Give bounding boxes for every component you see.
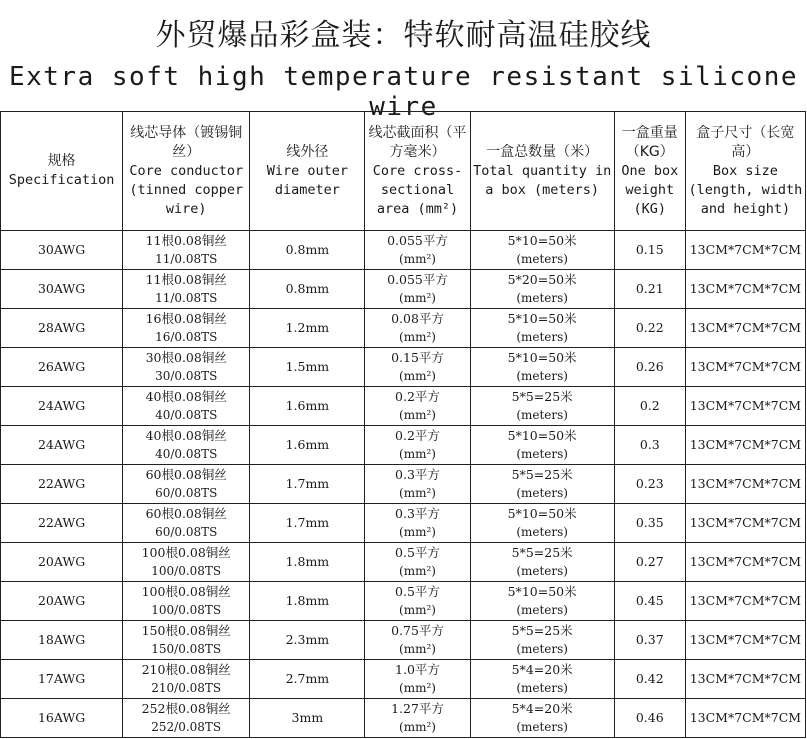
quantity-cell bbox=[470, 543, 614, 582]
specification-table bbox=[0, 111, 806, 738]
outer-diameter-cell: 1.6mm bbox=[250, 387, 365, 426]
conductor-code: 40/0.08TS bbox=[155, 447, 218, 461]
conductor-cell bbox=[123, 465, 250, 504]
area-value: 0.15平方 bbox=[391, 350, 444, 365]
area-cell bbox=[365, 699, 470, 738]
header-row bbox=[1, 112, 806, 231]
table-row bbox=[1, 309, 806, 348]
header-en: Wire outer diameter bbox=[266, 162, 348, 198]
quantity-unit: (meters) bbox=[516, 486, 568, 500]
box-size-cell: 13CM*7CM*7CM bbox=[685, 543, 805, 582]
conductor-strands: 252根0.08铜丝 bbox=[141, 701, 231, 716]
area-value: 0.75平方 bbox=[391, 623, 444, 638]
box-size-cell: 13CM*7CM*7CM bbox=[685, 387, 805, 426]
box-size-cell: 13CM*7CM*7CM bbox=[685, 699, 805, 738]
conductor-cell bbox=[123, 309, 250, 348]
outer-diameter-cell: 1.8mm bbox=[250, 543, 365, 582]
area-cell bbox=[365, 309, 470, 348]
conductor-cell bbox=[123, 231, 250, 270]
conductor-cell bbox=[123, 270, 250, 309]
header-box-size bbox=[685, 112, 805, 231]
quantity-cell bbox=[470, 660, 614, 699]
table-row bbox=[1, 426, 806, 465]
header-zh: 规格 bbox=[47, 153, 76, 169]
quantity-cell bbox=[470, 504, 614, 543]
area-value: 0.2平方 bbox=[395, 428, 440, 443]
header-core-conductor bbox=[123, 112, 250, 231]
quantity-value: 5*4=20米 bbox=[511, 701, 573, 716]
weight-cell: 0.45 bbox=[614, 582, 685, 621]
table-row bbox=[1, 543, 806, 582]
area-value: 0.5平方 bbox=[395, 584, 440, 599]
area-cell bbox=[365, 504, 470, 543]
spec-cell: 24AWG bbox=[1, 426, 123, 465]
quantity-unit: (meters) bbox=[516, 369, 568, 383]
area-unit: (mm²) bbox=[399, 681, 436, 695]
quantity-unit: (meters) bbox=[516, 642, 568, 656]
quantity-value: 5*10=50米 bbox=[507, 506, 577, 521]
box-size-cell: 13CM*7CM*7CM bbox=[685, 504, 805, 543]
header-zh: 一盒重量（KG） bbox=[621, 124, 678, 160]
conductor-code: 100/0.08TS bbox=[151, 603, 222, 617]
box-size-cell: 13CM*7CM*7CM bbox=[685, 582, 805, 621]
area-value: 0.3平方 bbox=[395, 467, 440, 482]
header-zh: 一盒总数量（米） bbox=[486, 143, 599, 160]
conductor-cell bbox=[123, 504, 250, 543]
quantity-value: 5*10=50米 bbox=[507, 350, 577, 365]
document-title-english: Extra soft high temperature resistant silicone wire bbox=[8, 62, 799, 122]
conductor-code: 11/0.08TS bbox=[155, 252, 218, 266]
area-unit: (mm²) bbox=[399, 447, 436, 461]
area-value: 0.055平方 bbox=[387, 233, 448, 248]
area-cell bbox=[365, 582, 470, 621]
conductor-cell bbox=[123, 543, 250, 582]
box-size-cell: 13CM*7CM*7CM bbox=[685, 231, 805, 270]
box-size-cell: 13CM*7CM*7CM bbox=[685, 660, 805, 699]
area-value: 0.5平方 bbox=[395, 545, 440, 560]
area-unit: (mm²) bbox=[399, 369, 436, 383]
spec-cell: 16AWG bbox=[1, 699, 123, 738]
outer-diameter-cell: 0.8mm bbox=[250, 270, 365, 309]
quantity-cell bbox=[470, 387, 614, 426]
area-cell bbox=[365, 621, 470, 660]
header-zh: 线外径 bbox=[286, 143, 329, 160]
conductor-code: 60/0.08TS bbox=[155, 525, 218, 539]
quantity-unit: (meters) bbox=[516, 681, 568, 695]
conductor-strands: 40根0.08铜丝 bbox=[145, 389, 227, 404]
quantity-unit: (meters) bbox=[516, 525, 568, 539]
conductor-strands: 150根0.08铜丝 bbox=[141, 623, 231, 638]
conductor-code: 40/0.08TS bbox=[155, 408, 218, 422]
spec-cell: 22AWG bbox=[1, 465, 123, 504]
outer-diameter-cell: 2.3mm bbox=[250, 621, 365, 660]
area-unit: (mm²) bbox=[399, 252, 436, 266]
conductor-cell bbox=[123, 660, 250, 699]
conductor-code: 210/0.08TS bbox=[151, 681, 222, 695]
quantity-value: 5*5=25米 bbox=[511, 389, 573, 404]
header-en: Box size (length, width and height) bbox=[688, 162, 803, 217]
spec-cell: 18AWG bbox=[1, 621, 123, 660]
conductor-code: 252/0.08TS bbox=[151, 720, 222, 734]
outer-diameter-cell: 1.8mm bbox=[250, 582, 365, 621]
weight-cell: 0.3 bbox=[614, 426, 685, 465]
outer-diameter-cell: 1.2mm bbox=[250, 309, 365, 348]
outer-diameter-cell: 1.7mm bbox=[250, 504, 365, 543]
area-cell bbox=[365, 543, 470, 582]
quantity-cell bbox=[470, 348, 614, 387]
area-unit: (mm²) bbox=[399, 330, 436, 344]
weight-cell: 0.15 bbox=[614, 231, 685, 270]
quantity-unit: (meters) bbox=[516, 330, 568, 344]
quantity-value: 5*5=25米 bbox=[511, 623, 573, 638]
table-row bbox=[1, 660, 806, 699]
quantity-value: 5*5=25米 bbox=[511, 467, 573, 482]
area-unit: (mm²) bbox=[399, 408, 436, 422]
quantity-value: 5*5=25米 bbox=[511, 545, 573, 560]
weight-cell: 0.23 bbox=[614, 465, 685, 504]
conductor-strands: 60根0.08铜丝 bbox=[145, 467, 227, 482]
quantity-cell bbox=[470, 465, 614, 504]
conductor-code: 60/0.08TS bbox=[155, 486, 218, 500]
document-title-chinese: 外贸爆品彩盒装：特软耐高温硅胶线 bbox=[155, 18, 652, 53]
conductor-code: 150/0.08TS bbox=[151, 642, 222, 656]
box-size-cell: 13CM*7CM*7CM bbox=[685, 348, 805, 387]
quantity-unit: (meters) bbox=[516, 564, 568, 578]
header-en: Total quantity in a box (meters) bbox=[473, 162, 612, 198]
outer-diameter-cell: 0.8mm bbox=[250, 231, 365, 270]
conductor-strands: 11根0.08铜丝 bbox=[145, 233, 227, 248]
table-row bbox=[1, 270, 806, 309]
weight-cell: 0.21 bbox=[614, 270, 685, 309]
box-size-cell: 13CM*7CM*7CM bbox=[685, 621, 805, 660]
table-row bbox=[1, 348, 806, 387]
quantity-cell bbox=[470, 621, 614, 660]
area-cell bbox=[365, 660, 470, 699]
area-value: 0.2平方 bbox=[395, 389, 440, 404]
spec-cell: 20AWG bbox=[1, 543, 123, 582]
conductor-strands: 60根0.08铜丝 bbox=[145, 506, 227, 521]
area-unit: (mm²) bbox=[399, 564, 436, 578]
weight-cell: 0.26 bbox=[614, 348, 685, 387]
quantity-unit: (meters) bbox=[516, 291, 568, 305]
area-unit: (mm²) bbox=[399, 486, 436, 500]
header-cross-section bbox=[365, 112, 470, 231]
area-cell bbox=[365, 270, 470, 309]
quantity-cell bbox=[470, 231, 614, 270]
header-outer-diameter bbox=[250, 112, 365, 231]
conductor-code: 100/0.08TS bbox=[151, 564, 222, 578]
conductor-cell bbox=[123, 348, 250, 387]
table-row bbox=[1, 387, 806, 426]
spec-cell: 26AWG bbox=[1, 348, 123, 387]
header-zh: 线芯截面积（平方毫米） bbox=[368, 124, 467, 160]
area-value: 1.0平方 bbox=[395, 662, 440, 677]
weight-cell: 0.35 bbox=[614, 504, 685, 543]
spec-cell: 20AWG bbox=[1, 582, 123, 621]
quantity-value: 5*4=20米 bbox=[511, 662, 573, 677]
conductor-strands: 40根0.08铜丝 bbox=[145, 428, 227, 443]
conductor-cell bbox=[123, 699, 250, 738]
conductor-strands: 210根0.08铜丝 bbox=[141, 662, 231, 677]
weight-cell: 0.27 bbox=[614, 543, 685, 582]
area-cell bbox=[365, 465, 470, 504]
area-unit: (mm²) bbox=[399, 720, 436, 734]
area-cell bbox=[365, 231, 470, 270]
conductor-code: 16/0.08TS bbox=[155, 330, 218, 344]
header-zh: 盒子尺寸（长宽高） bbox=[696, 124, 795, 160]
quantity-value: 5*20=50米 bbox=[507, 272, 577, 287]
table-row bbox=[1, 621, 806, 660]
outer-diameter-cell: 3mm bbox=[250, 699, 365, 738]
weight-cell: 0.2 bbox=[614, 387, 685, 426]
box-size-cell: 13CM*7CM*7CM bbox=[685, 465, 805, 504]
spec-cell: 17AWG bbox=[1, 660, 123, 699]
outer-diameter-cell: 2.7mm bbox=[250, 660, 365, 699]
quantity-unit: (meters) bbox=[516, 252, 568, 266]
spec-cell: 30AWG bbox=[1, 231, 123, 270]
outer-diameter-cell: 1.5mm bbox=[250, 348, 365, 387]
quantity-cell bbox=[470, 309, 614, 348]
box-size-cell: 13CM*7CM*7CM bbox=[685, 426, 805, 465]
conductor-cell bbox=[123, 582, 250, 621]
header-en: Core cross-sectional area (mm²) bbox=[372, 162, 463, 217]
table-row bbox=[1, 231, 806, 270]
quantity-cell bbox=[470, 270, 614, 309]
weight-cell: 0.37 bbox=[614, 621, 685, 660]
conductor-strands: 11根0.08铜丝 bbox=[145, 272, 227, 287]
quantity-value: 5*10=50米 bbox=[507, 311, 577, 326]
header-specification bbox=[1, 112, 123, 231]
table-body bbox=[1, 231, 806, 738]
conductor-code: 30/0.08TS bbox=[155, 369, 218, 383]
area-unit: (mm²) bbox=[399, 603, 436, 617]
area-unit: (mm²) bbox=[399, 291, 436, 305]
header-quantity bbox=[470, 112, 614, 231]
area-value: 0.08平方 bbox=[391, 311, 444, 326]
spec-cell: 22AWG bbox=[1, 504, 123, 543]
quantity-unit: (meters) bbox=[516, 408, 568, 422]
area-cell bbox=[365, 426, 470, 465]
table-row bbox=[1, 465, 806, 504]
header-weight bbox=[614, 112, 685, 231]
quantity-cell bbox=[470, 426, 614, 465]
weight-cell: 0.22 bbox=[614, 309, 685, 348]
area-value: 0.3平方 bbox=[395, 506, 440, 521]
table-row bbox=[1, 504, 806, 543]
spec-cell: 30AWG bbox=[1, 270, 123, 309]
conductor-cell bbox=[123, 387, 250, 426]
header-zh: 线芯导体（镀锡铜丝） bbox=[130, 124, 243, 160]
spec-cell: 28AWG bbox=[1, 309, 123, 348]
quantity-unit: (meters) bbox=[516, 447, 568, 461]
area-unit: (mm²) bbox=[399, 642, 436, 656]
conductor-code: 11/0.08TS bbox=[155, 291, 218, 305]
conductor-strands: 16根0.08铜丝 bbox=[145, 311, 227, 326]
header-en: One box weight (KG) bbox=[621, 162, 679, 217]
weight-cell: 0.42 bbox=[614, 660, 685, 699]
quantity-cell bbox=[470, 699, 614, 738]
quantity-value: 5*10=50米 bbox=[507, 584, 577, 599]
quantity-unit: (meters) bbox=[516, 603, 568, 617]
quantity-unit: (meters) bbox=[516, 720, 568, 734]
box-size-cell: 13CM*7CM*7CM bbox=[685, 270, 805, 309]
table-row bbox=[1, 699, 806, 738]
quantity-value: 5*10=50米 bbox=[507, 233, 577, 248]
area-cell bbox=[365, 348, 470, 387]
conductor-strands: 100根0.08铜丝 bbox=[141, 584, 231, 599]
conductor-cell bbox=[123, 426, 250, 465]
quantity-value: 5*10=50米 bbox=[507, 428, 577, 443]
weight-cell: 0.46 bbox=[614, 699, 685, 738]
area-cell bbox=[365, 387, 470, 426]
conductor-strands: 30根0.08铜丝 bbox=[145, 350, 227, 365]
table-row bbox=[1, 582, 806, 621]
conductor-strands: 100根0.08铜丝 bbox=[141, 545, 231, 560]
outer-diameter-cell: 1.6mm bbox=[250, 426, 365, 465]
quantity-cell bbox=[470, 582, 614, 621]
area-value: 1.27平方 bbox=[391, 701, 444, 716]
outer-diameter-cell: 1.7mm bbox=[250, 465, 365, 504]
area-value: 0.055平方 bbox=[387, 272, 448, 287]
box-size-cell: 13CM*7CM*7CM bbox=[685, 309, 805, 348]
header-en: Specification bbox=[8, 172, 115, 188]
conductor-cell bbox=[123, 621, 250, 660]
header-en: Core conductor (tinned copper wire) bbox=[129, 162, 244, 217]
spec-cell: 24AWG bbox=[1, 387, 123, 426]
area-unit: (mm²) bbox=[399, 525, 436, 539]
